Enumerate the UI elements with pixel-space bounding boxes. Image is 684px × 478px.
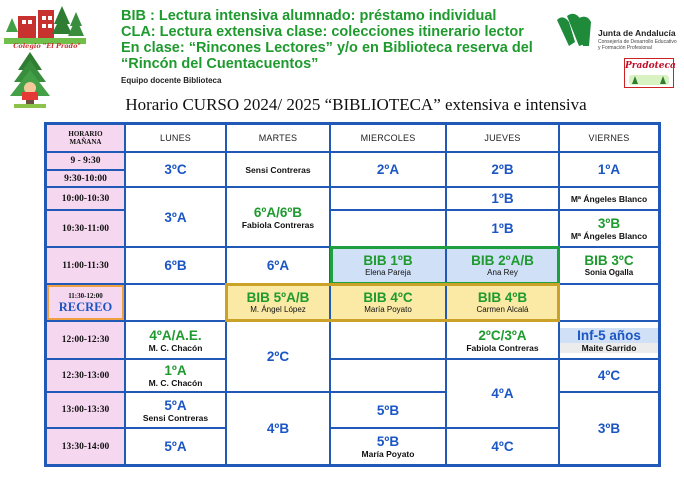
lunes-slot-3: 6ºB (126, 248, 225, 283)
junta-name: Junta de Andalucía (598, 28, 676, 38)
martes-slot-1: Sensi Contreras (227, 153, 329, 186)
time-slot: 12:00-12:30 (47, 322, 124, 358)
day-header-martes: MARTES (227, 125, 329, 151)
martes-slot-5: 4ºB (227, 393, 329, 464)
lunes-slot-7: 5ºA (126, 429, 225, 464)
miercoles-slot-1: 2ºA (331, 153, 445, 186)
viernes-slot-5: 4ºC (560, 360, 658, 391)
time-slot: 12:30-13:00 (47, 360, 124, 391)
tree-reader-logo (8, 52, 52, 116)
lunes-slot-6: 5ºA Sensi Contreras (126, 393, 225, 427)
viernes-slot-1: 1ºA (560, 153, 658, 186)
martes-slot-2: 6ºA/6ºB Fabiola Contreras (227, 188, 329, 246)
lunes-slot-5: 1ºA M. C. Chacón (126, 360, 225, 391)
junta-emblem-icon (553, 12, 595, 52)
martes-recreo-bib: BIB 5ºA/B M. Ángel López (227, 285, 329, 320)
legend-line-bib: BIB : Lectura intensiva alumnado: préstamo individual (121, 8, 497, 24)
pradoteca-logo (624, 58, 674, 88)
schedule-table (44, 122, 661, 467)
time-slot: 9 - 9:30 (47, 153, 124, 169)
time-slot: 10:00-10:30 (47, 188, 124, 209)
lunes-slot-1: 3ºC (126, 153, 225, 186)
jueves-slot-1: 2ºB (447, 153, 558, 186)
jueves-slot-6: 4ºC (447, 429, 558, 464)
jueves-slot-3: 1ºB (447, 211, 558, 246)
miercoles-slot-4 (331, 322, 445, 358)
viernes-slot-2: Mª Ángeles Blanco (560, 188, 658, 209)
day-header-lunes: LUNES (126, 125, 225, 151)
corner-header: HORARIO MAÑANA (47, 125, 124, 151)
jueves-slot-5: 4ºA (447, 360, 558, 427)
miercoles-slot-6: 5ºB (331, 393, 445, 427)
viernes-slot-4: Inf-5 años Maite Garrido (560, 322, 658, 358)
recreo-label: RECREO (58, 299, 113, 314)
jueves-slot-2: 1ºB (447, 188, 558, 209)
header-legend (121, 8, 551, 85)
jueves-bib: BIB 2ºA/B Ana Rey (447, 248, 558, 283)
junta-subtitle: Consejería de Desarrollo Educativo y Formación Profesional (598, 39, 677, 51)
time-slot: 13:30-14:00 (47, 429, 124, 464)
page-title: Horario CURSO 2024/ 2025 “BIBLIOTECA” extensiva e intensiva (125, 95, 587, 114)
junta-logo (553, 12, 681, 56)
lunes-slot-2: 3ºA (126, 188, 225, 246)
miercoles-recreo-bib: BIB 4ºC María Poyato (331, 285, 445, 320)
school-logo-text: Colegio "El Prado" (13, 42, 81, 50)
martes-slot-3: 6ºA (227, 248, 329, 283)
pradoteca-text: Pradoteca (625, 61, 676, 71)
time-slot: 13:00-13:30 (47, 393, 124, 427)
viernes-slot-3: 3ºB Mª Ángeles Blanco (560, 211, 658, 246)
miercoles-slot-2 (331, 188, 445, 209)
jueves-slot-4: 2ºC/3ºA Fabiola Contreras (447, 322, 558, 358)
legend-line-rincon: “Rincón del Cuentacuentos” (121, 56, 319, 72)
jueves-recreo-bib: BIB 4ºB Carmen Alcalá (447, 285, 558, 320)
day-header-jueves: JUEVES (447, 125, 558, 151)
miercoles-slot-3 (331, 211, 445, 246)
martes-slot-4: 2ºC (227, 322, 329, 391)
legend-line-cla: CLA: Lectura extensiva clase: colecciones itinerario lector (121, 24, 524, 40)
team-label: Equipo docente Biblioteca (121, 76, 222, 85)
day-header-miercoles: MIERCOLES (331, 125, 445, 151)
time-slot: 9:30-10:00 (47, 171, 124, 186)
day-header-viernes: VIERNES (560, 125, 658, 151)
viernes-bib: BIB 3ºC Sonia Ogalla (560, 248, 658, 283)
lunes-slot-4: 4ºA/A.E. M. C. Chacón (126, 322, 225, 358)
viernes-recreo (560, 285, 658, 320)
time-slot: 11:00-11:30 (47, 248, 124, 283)
time-slot: 10:30-11:00 (47, 211, 124, 246)
miercoles-slot-7: 5ºB María Poyato (331, 429, 445, 464)
time-slot-recreo: 11:30-12:00 RECREO (47, 285, 124, 320)
legend-line-clase: En clase: “Rincones Lectores” y/o en Biblioteca reserva del (121, 40, 533, 56)
school-logo (4, 4, 86, 54)
viernes-slot-6: 3ºB (560, 393, 658, 464)
lunes-recreo (126, 285, 225, 320)
miercoles-bib: BIB 1ºB Elena Pareja (331, 248, 445, 283)
miercoles-slot-5 (331, 360, 445, 391)
